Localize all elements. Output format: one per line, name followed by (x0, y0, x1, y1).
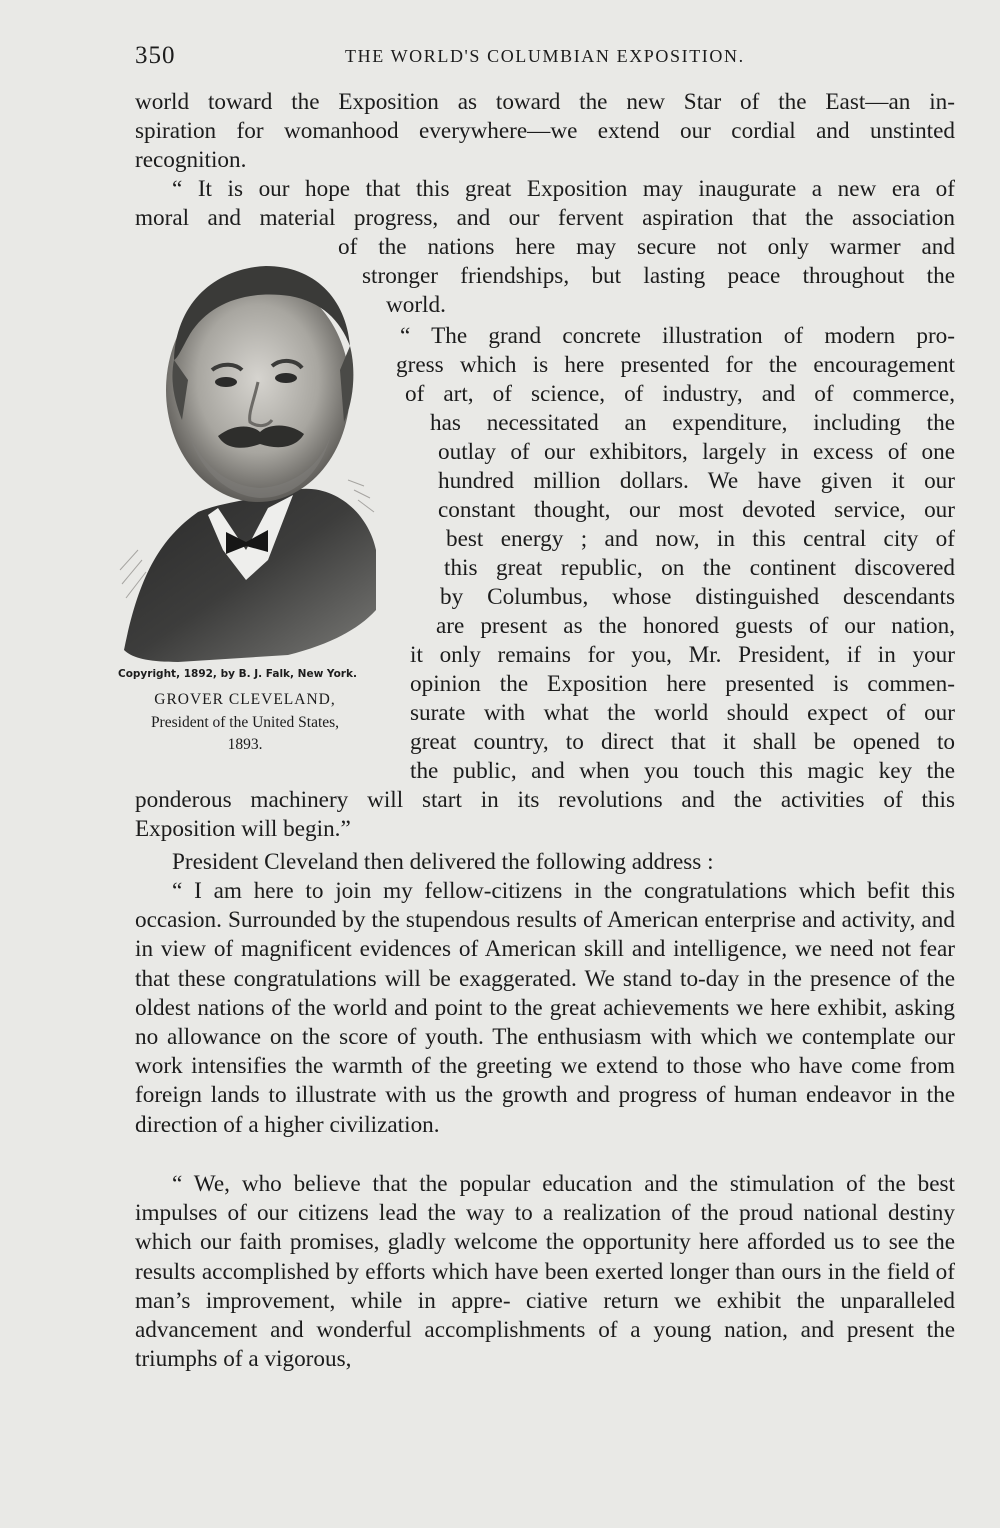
text-line: has necessitated an expenditure, including the (430, 410, 955, 436)
caption-year: 1893. (227, 736, 263, 753)
text-line: spiration for womanhood everywhere—we extend our cordial and unstinted (135, 118, 955, 144)
text-line: world. (386, 292, 446, 318)
text-line: moral and material progress, and our fervent aspiration that the association (135, 205, 955, 231)
page-number: 350 (135, 42, 176, 69)
caption-name: GROVER CLEVELAND, (154, 691, 336, 708)
text-line: “ It is our hope that this great Exposition may inaugurate a new era of (172, 176, 955, 202)
paragraph: “ We, who believe that the popular education and the stimulation of the best impulses of our citizens lead the way to a realization of the proud national destiny which our faith promises, gladly welcome the opportunity here afforded us to see the results accomplished by efforts which have been exerted longer than ours in the field of man’s improvement, while in appre- ciative return we exhibit the unparalleled advancement and wonderful accomplishments of a young nation, and present the triumphs of a vigorous, (135, 1171, 955, 1373)
text-line: outlay of our exhibitors, largely in excess of one (438, 439, 955, 465)
text-line: by Columbus, whose distinguished descendants (440, 584, 955, 610)
portrait-caption (112, 668, 378, 756)
text-line: this great republic, on the continent discovered (444, 555, 955, 581)
text-line: gress which is here presented for the encouragement (396, 352, 955, 378)
text-line: opinion the Exposition here presented is commen- (410, 671, 955, 697)
text-line: surate with what the world should expect of our (410, 700, 955, 726)
text-line: Exposition will begin.” (135, 816, 351, 842)
portrait-engraving (118, 250, 378, 670)
text-line: recognition. (135, 147, 247, 173)
text-line: hundred million dollars. We have given it our (438, 468, 955, 494)
text-line: great country, to direct that it shall be opened to (410, 729, 955, 755)
text-line: world toward the Exposition as toward the new Star of the East—an in- (135, 89, 955, 115)
caption-title: President of the United States, (150, 714, 340, 731)
paragraph: President Cleveland then delivered the following address : (172, 849, 714, 875)
text-line: best energy ; and now, in this central city of (446, 526, 955, 552)
running-title: THE WORLD'S COLUMBIAN EXPOSITION. (345, 46, 745, 66)
text-line: the public, and when you touch this magic key the (410, 758, 955, 784)
text-line: it only remains for you, Mr. President, if in your (410, 642, 955, 668)
text-line: are present as the honored guests of our nation, (436, 613, 955, 639)
text-line: stronger friendships, but lasting peace throughout the (362, 263, 955, 289)
portrait-image (118, 250, 378, 670)
text-line: ponderous machinery will start in its revolutions and the activities of this (135, 787, 955, 813)
copyright-line: Copyright, 1892, by B. J. Falk, New York. (118, 668, 357, 680)
text-line: constant thought, our most devoted service, our (438, 497, 955, 523)
paragraph: “ I am here to join my fellow-citizens in the congratulations which befit this occasion. Surrounded by the stupendous results of American enterprise and activity, and in view of magnificent evidences of American skill and intelligence, we need not fear that these congratulations will be exaggerated. We stand to-day in the presence of the oldest nations of the world and point to the great achievements we here exhibit, asking no allowance on the score of youth. The enthusiasm with which we contemplate our work intensifies the warmth of the greeting we extend to those who have come from foreign lands to illustrate with us the growth and progress of human endeavor in the direction of a higher civilization. (135, 878, 955, 1138)
text-line: “ The grand concrete illustration of modern pro- (400, 323, 955, 349)
text-line: of art, of science, of industry, and of commerce, (405, 381, 955, 407)
page-header (135, 40, 955, 74)
text-line: of the nations here may secure not only warmer and (338, 234, 955, 260)
